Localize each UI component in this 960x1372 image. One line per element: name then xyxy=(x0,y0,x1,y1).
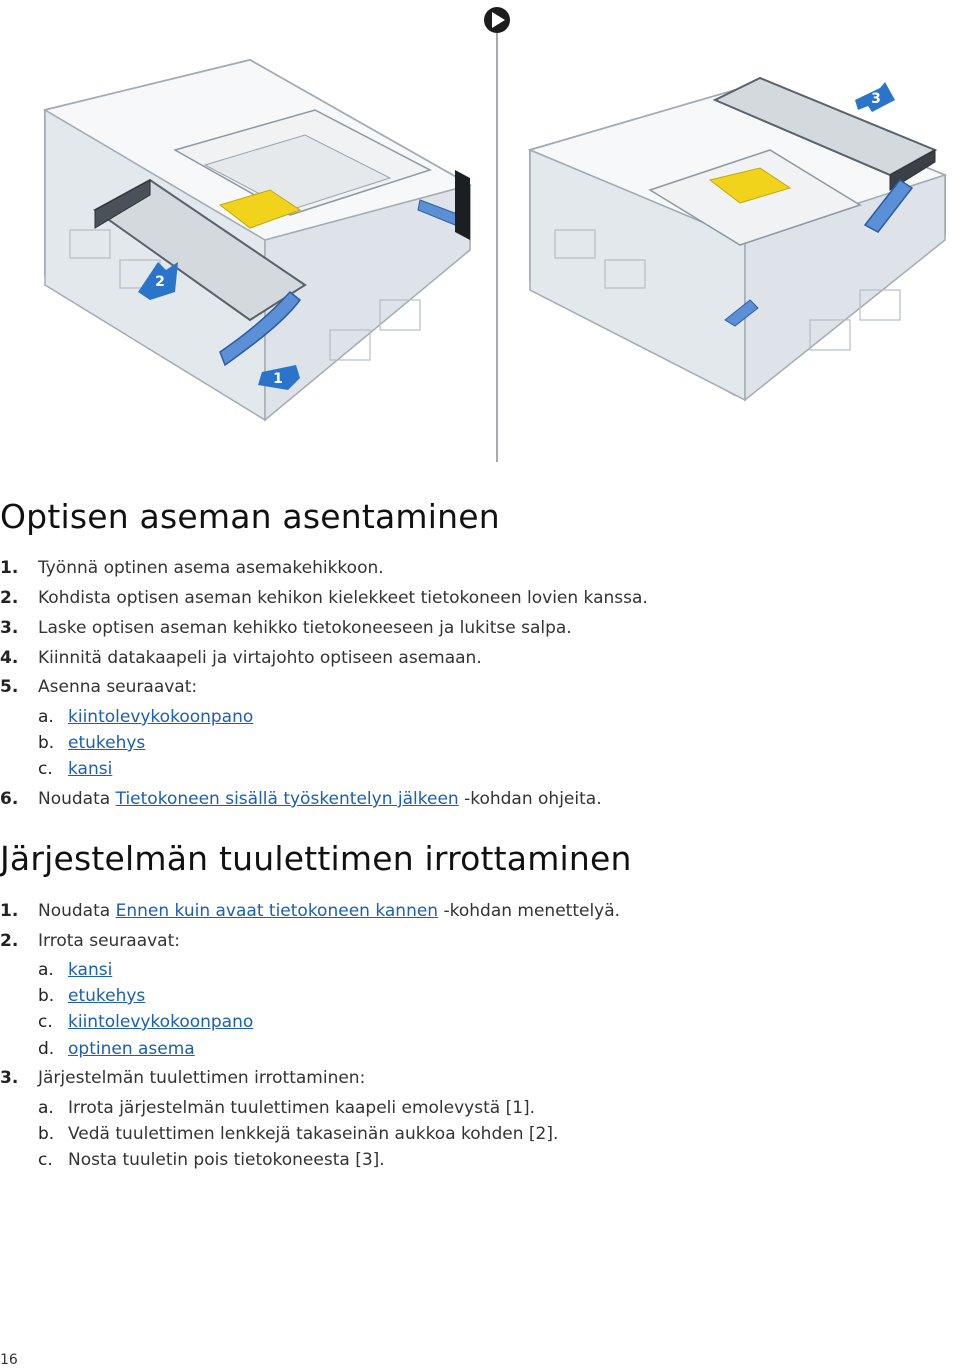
section-title-fan-removal: Järjestelmän tuulettimen irrottaminen xyxy=(0,839,632,878)
chassis-right xyxy=(530,78,945,400)
step-number: 6. xyxy=(0,789,19,809)
link-etukehys[interactable]: etukehys xyxy=(68,733,146,753)
item-letter: c. xyxy=(38,1150,53,1170)
step-text: Kohdista optisen aseman kehikon kielekkeet tietokoneen lovien kanssa. xyxy=(38,588,648,608)
item-letter: c. xyxy=(38,759,53,779)
link-kansi[interactable]: kansi xyxy=(68,960,113,980)
step-text: Laske optisen aseman kehikko tietokoneeseen ja lukitse salpa. xyxy=(38,618,572,638)
step-prefix: Noudata xyxy=(38,901,116,921)
item-letter: a. xyxy=(38,707,54,727)
item-letter: b. xyxy=(38,986,55,1006)
item-letter: b. xyxy=(38,733,55,753)
step-number: 3. xyxy=(0,618,19,638)
link-optinen-asema[interactable]: optinen asema xyxy=(68,1039,195,1059)
page-number: 16 xyxy=(0,1352,18,1368)
item-text: Vedä tuulettimen lenkkejä takaseinän aukkoa kohden [2]. xyxy=(68,1124,559,1144)
step-text xyxy=(38,784,602,814)
item-letter: a. xyxy=(38,1098,54,1118)
link-etukehys[interactable]: etukehys xyxy=(68,986,146,1006)
svg-text:1: 1 xyxy=(273,371,283,387)
item-text: Irrota järjestelmän tuulettimen kaapeli emolevystä [1]. xyxy=(68,1098,536,1118)
svg-text:2: 2 xyxy=(155,274,165,290)
step-number: 3. xyxy=(0,1068,19,1088)
play-arrow-icon xyxy=(484,7,510,33)
svg-text:3: 3 xyxy=(871,91,881,107)
step-number: 1. xyxy=(0,558,19,578)
step-text: Kiinnitä datakaapeli ja virtajohto optiseen asemaan. xyxy=(38,648,482,668)
step-text xyxy=(38,896,620,926)
link-kansi[interactable]: kansi xyxy=(68,759,113,779)
chassis-left xyxy=(45,60,470,420)
step-text: Irrota seuraavat: xyxy=(38,931,180,951)
item-letter: a. xyxy=(38,960,54,980)
link-kiintolevykokoonpano[interactable]: kiintolevykokoonpano xyxy=(68,707,254,727)
step-suffix: -kohdan menettelyä. xyxy=(438,901,621,921)
step-number: 2. xyxy=(0,931,19,951)
item-letter: c. xyxy=(38,1012,53,1032)
step-number: 2. xyxy=(0,588,19,608)
section-title-install: Optisen aseman asentaminen xyxy=(0,497,500,536)
item-letter: b. xyxy=(38,1124,55,1144)
step-prefix: Noudata xyxy=(38,789,116,809)
step-number: 1. xyxy=(0,901,19,921)
step-number: 4. xyxy=(0,648,19,668)
step-text: Asenna seuraavat: xyxy=(38,677,198,697)
link-kiintolevykokoonpano[interactable]: kiintolevykokoonpano xyxy=(68,1012,254,1032)
step-suffix: -kohdan ohjeita. xyxy=(458,789,602,809)
link-after-working-inside[interactable]: Tietokoneen sisällä työskentelyn jälkeen xyxy=(115,789,459,809)
step-text: Työnnä optinen asema asemakehikkoon. xyxy=(38,558,384,578)
item-text: Nosta tuuletin pois tietokoneesta [3]. xyxy=(68,1150,385,1170)
optical-drive-illustration xyxy=(0,0,960,470)
step-number: 5. xyxy=(0,677,19,697)
item-letter: d. xyxy=(38,1039,55,1059)
callout-arrow-3 xyxy=(855,82,895,112)
step-text: Järjestelmän tuulettimen irrottaminen: xyxy=(38,1068,366,1088)
link-before-opening-cover[interactable]: Ennen kuin avaat tietokoneen kannen xyxy=(115,901,439,921)
